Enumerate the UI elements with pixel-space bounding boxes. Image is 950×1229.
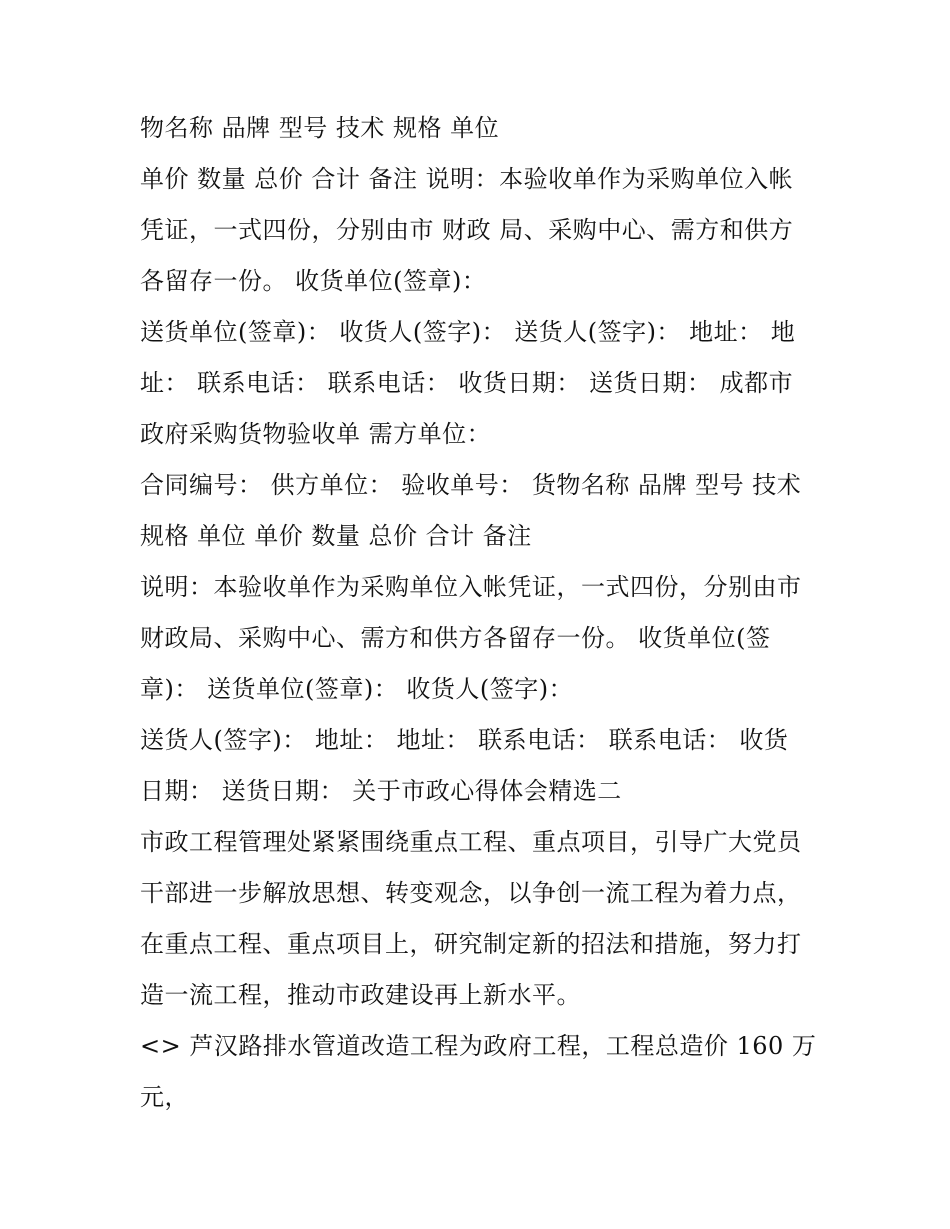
text-line: 政府采购货物验收单 需方单位： xyxy=(140,420,492,448)
text-line: <> 芦汉路排水管道改造工程为政府工程，工程总造价 160 万 xyxy=(140,1032,817,1060)
text-line: 物名称 品牌 型号 技术 规格 单位 xyxy=(140,114,500,142)
text-line: 送货单位(签章)： 收货人(签字)： 送货人(签字)： 地址： 地 xyxy=(140,318,796,346)
text-line: 在重点工程、重点项目上，研究制定新的招法和措施，努力打 xyxy=(140,930,802,958)
text-line: 日期： 送货日期： 关于市政心得体会精选二 xyxy=(140,777,622,805)
text-line: 说明：本验收单作为采购单位入帐凭证，一式四份，分别由市 xyxy=(140,573,802,601)
text-line: 章)： 送货单位(签章)： 收货人(签字)： xyxy=(140,675,574,703)
text-line: 市政工程管理处紧紧围绕重点工程、重点项目，引导广大党员 xyxy=(140,828,802,856)
text-line: 各留存一份。 收货单位(签章)： xyxy=(140,267,487,295)
text-line: 合同编号： 供方单位： 验收单号： 货物名称 品牌 型号 技术 xyxy=(140,471,802,499)
text-line: 单价 数量 总价 合计 备注 说明：本验收单作为采购单位入帐 xyxy=(140,165,794,193)
text-line: 干部进一步解放思想、转变观念，以争创一流工程为着力点， xyxy=(140,879,802,907)
text-line: 造一流工程，推动市政建设再上新水平。 xyxy=(140,981,581,1009)
text-line: 元， xyxy=(140,1083,189,1111)
text-line: 财政局、采购中心、需方和供方各留存一份。 收货单位(签 xyxy=(140,624,771,652)
text-line: 送货人(签字)： 地址： 地址： 联系电话： 联系电话： 收货 xyxy=(140,726,789,754)
text-line: 规格 单位 单价 数量 总价 合计 备注 xyxy=(140,522,532,550)
text-line: 凭证，一式四份，分别由市 财政 局、采购中心、需方和供方 xyxy=(140,216,794,244)
text-line: 址： 联系电话： 联系电话： 收货日期： 送货日期： 成都市 xyxy=(140,369,794,397)
